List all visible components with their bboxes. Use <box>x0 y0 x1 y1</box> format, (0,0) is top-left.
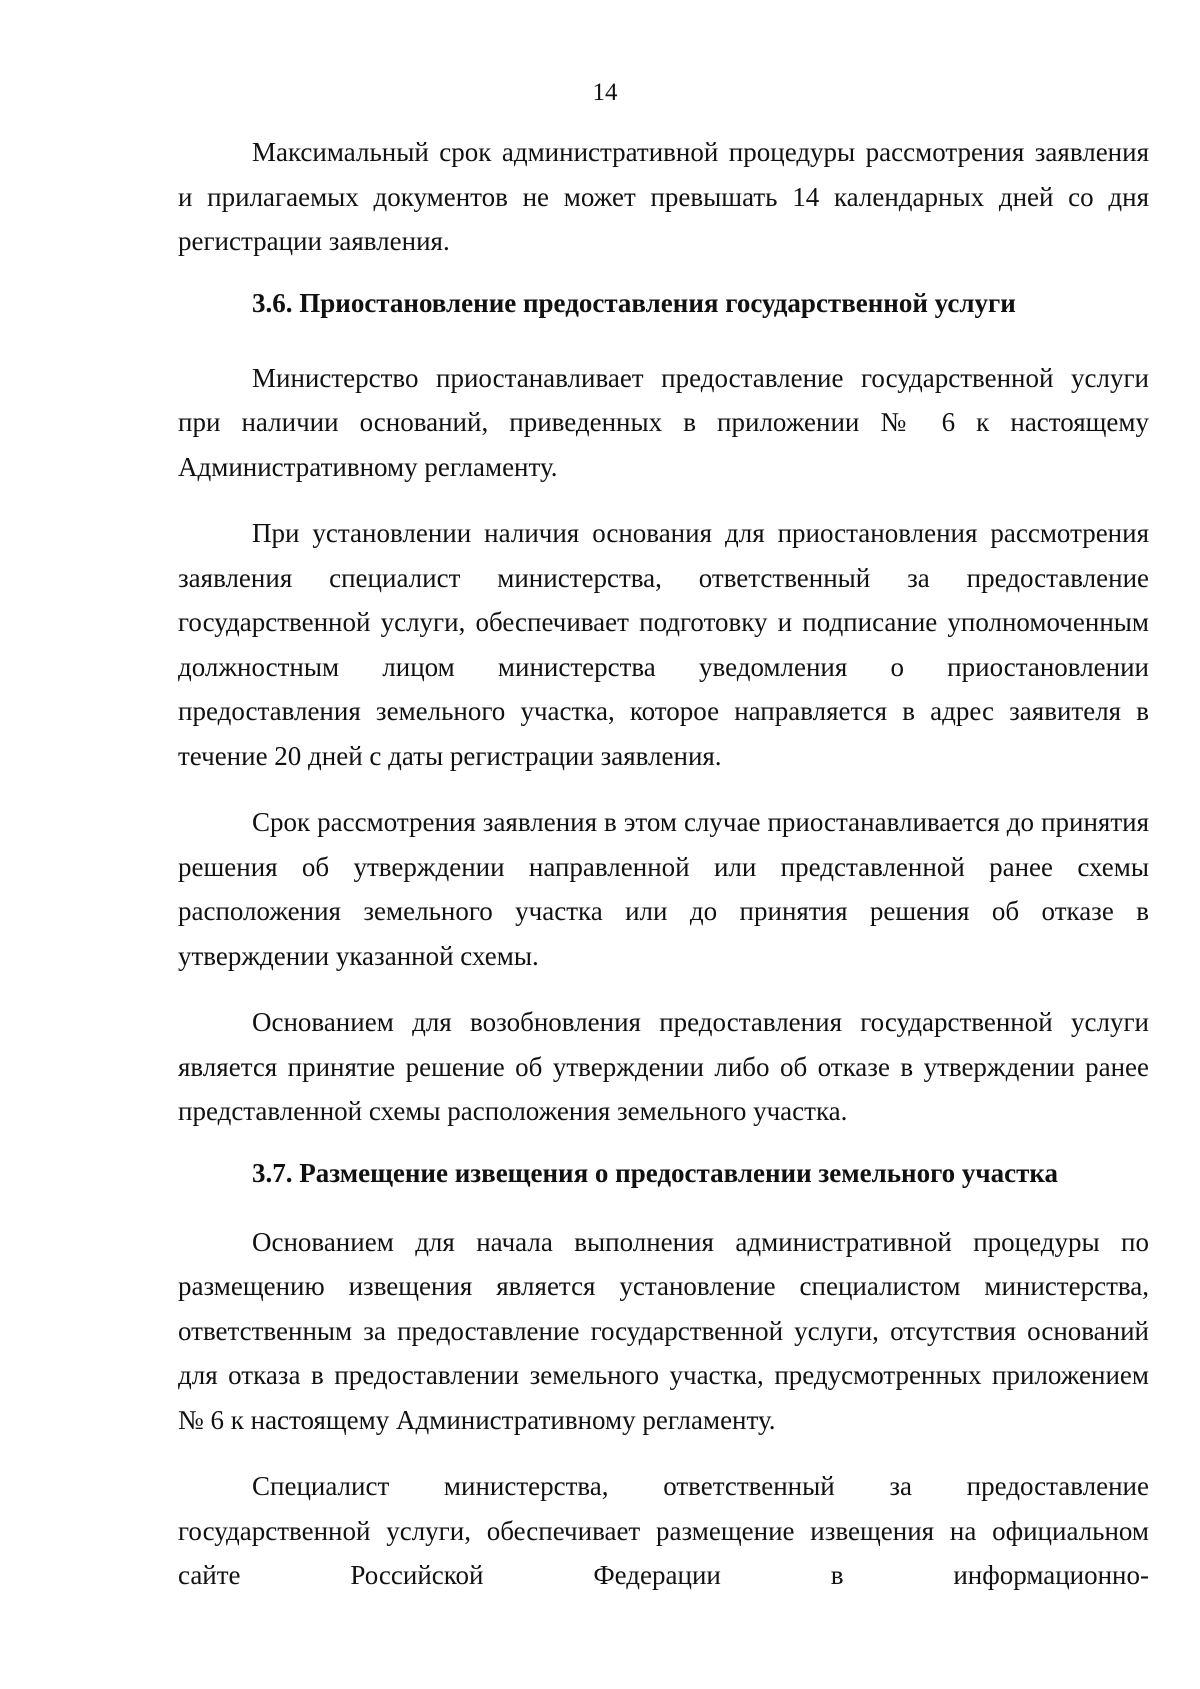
paragraph-max-term: Максимальный срок административной процедуры рассмотрения заявления и прилагаемых документов не может превышать 14 календарных дней со дня регистрации заявления. <box>178 137 1149 256</box>
paragraph-suspension-grounds: Министерство приостанавливает предоставление государственной услуги при наличии оснований, приведенных в приложении № 6 к настоящему Административному регламенту. <box>178 362 1149 482</box>
paragraph-suspension-procedure: При установлении наличия основания для приостановления рассмотрения заявления специалист министерства, ответственный за предоставление государственной услуги, обеспечивает подготовку и подписание уполномоченным должностным лицом министерства уведомления о приостановлении предоставления земельного участка, которое направляется в адрес заявителя в течение 20 дней с даты регистрации заявления. <box>178 518 1149 771</box>
paragraph-notice-grounds: Основанием для начала выполнения административной процедуры по размещению извещения является установление специалистом министерства, ответственным за предоставление государственной услуги, отсутствия оснований для отказа в предоставлении земельного участка, предусмотренных приложением № 6 к настоящему Административному регламенту. <box>178 1226 1149 1435</box>
section-heading-3-7: 3.7. Размещение извещения о предоставлении земельного участка <box>252 1157 1059 1188</box>
paragraph-notice-publication: Специалист министерства, ответственный за предоставление государственной услуги, обеспечивает размещение извещения на официальном сайте Российской Федерации в информационно- <box>178 1471 1149 1590</box>
paragraph-suspension-term: Срок рассмотрения заявления в этом случае приостанавливается до принятия решения об утверждении направленной или представленной ранее схемы расположения земельного участка или до принятия решения об отказе в утверждении указанной схемы. <box>178 807 1149 971</box>
document-body <box>178 130 1149 1620</box>
paragraph-resumption-grounds: Основанием для возобновления предоставления государственной услуги является принятие решение об утверждении либо об отказе в утверждении ранее представленной схемы расположения земельного участка. <box>178 1007 1149 1126</box>
section-heading-3-6: 3.6. Приостановление предоставления государственной услуги <box>252 287 1016 318</box>
page-number: 14 <box>592 79 618 106</box>
